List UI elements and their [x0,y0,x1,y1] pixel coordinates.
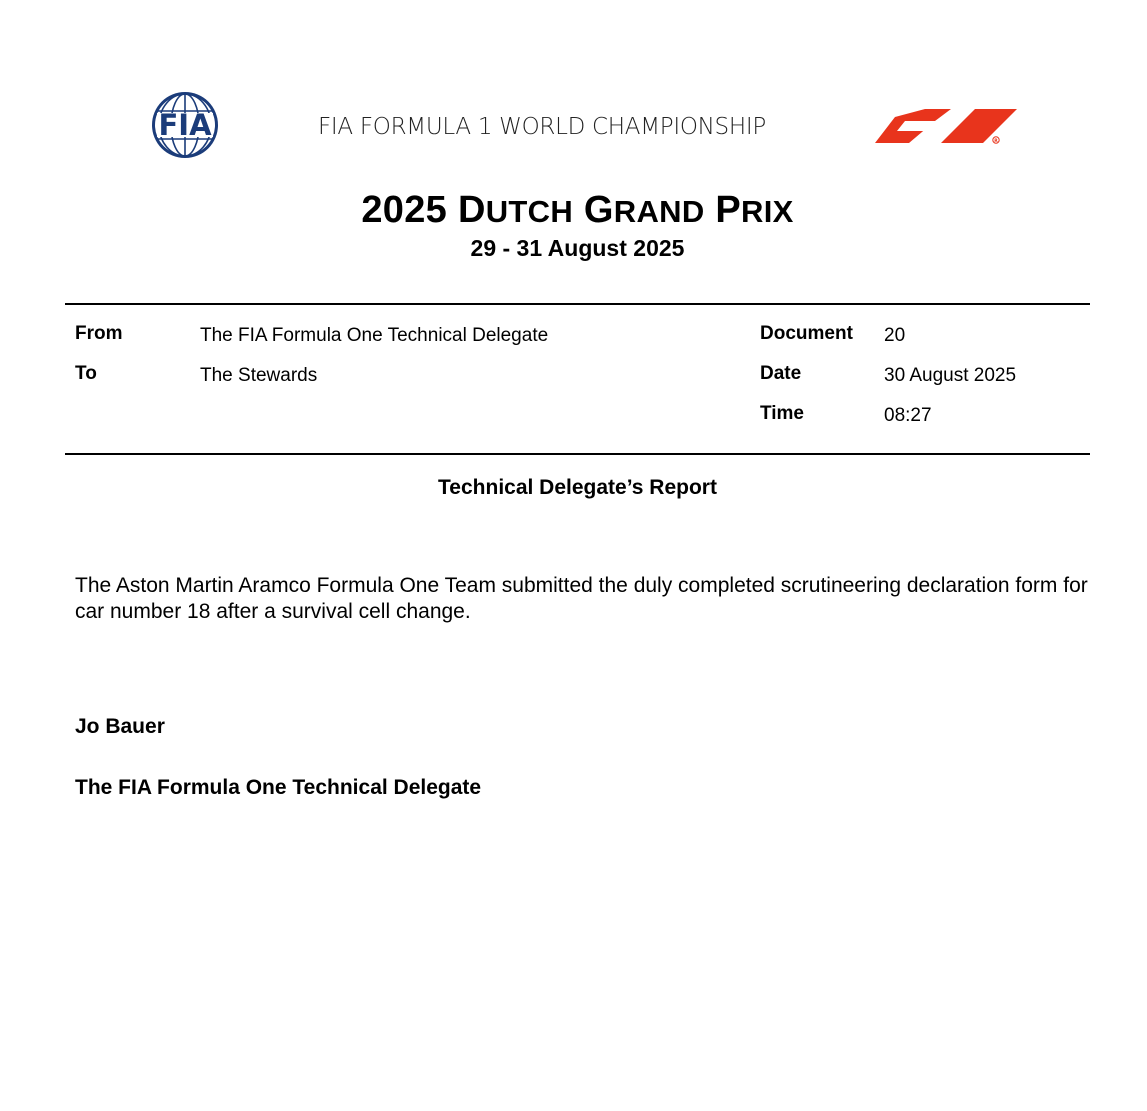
event-title-part: RAND [613,194,705,229]
event-title-part: RIX [741,194,794,229]
time-value: 08:27 [884,405,932,426]
report-body: The Aston Martin Aramco Formula One Team submitted the duly completed scrutineering declaration form for car number 18 after a survival cell change. [75,574,1088,623]
event-dates: 29 - 31 August 2025 [470,235,685,261]
time-label: Time [760,403,805,424]
from-value: The FIA Formula One Technical Delegate [200,325,549,346]
divider [65,453,1090,455]
signatory-title: The FIA Formula One Technical Delegate [75,776,482,799]
event-title-part: UTCH [485,194,574,229]
divider [65,303,1090,305]
from-label: From [75,323,123,344]
event-title-part: G [583,189,614,231]
report-title: Technical Delegate’s Report [438,476,717,499]
fia-logo-text: FIA [158,108,212,142]
date-value: 30 August 2025 [884,365,1017,386]
to-label: To [75,363,97,384]
event-year: 2025 [361,189,448,231]
document-value: 20 [884,325,906,346]
fia-logo-icon [135,91,235,159]
event-title-part: D [457,189,486,231]
event-title-part: P [715,189,742,231]
signatory-name: Jo Bauer [75,715,165,738]
date-label: Date [760,363,802,384]
event-title [0,189,1147,232]
to-value: The Stewards [200,365,318,386]
document-label: Document [760,323,853,344]
f1-logo-icon [875,107,1020,147]
championship-title: FIA FORMULA 1 WORLD CHAMPIONSHIP [318,114,766,140]
svg-text:R: R [994,139,998,145]
